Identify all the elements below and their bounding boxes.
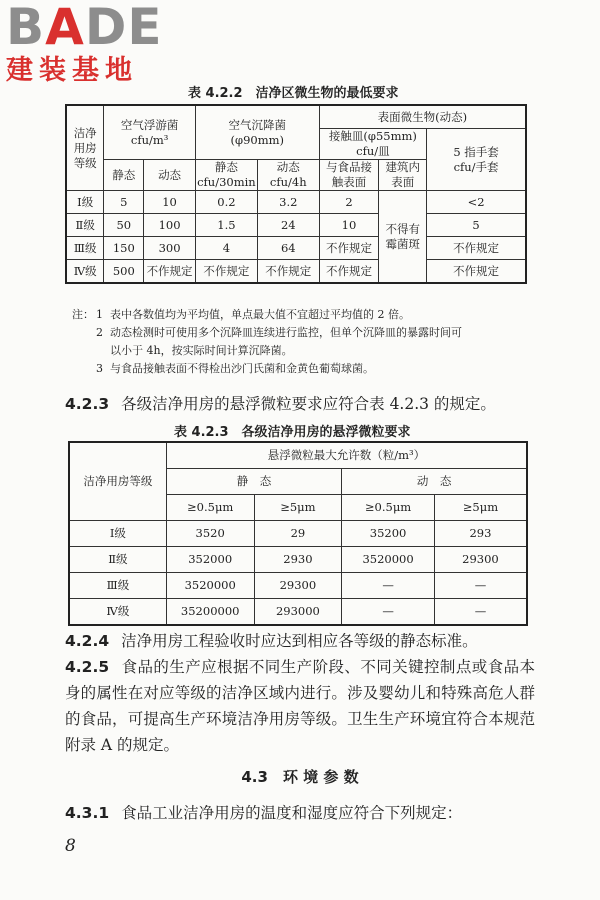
clause-number: 4.2.4: [65, 632, 110, 650]
cell-grade: Ⅰ级: [69, 521, 166, 547]
header-dynamic-0-5um: ≥0.5μm: [342, 495, 435, 521]
header-float-static: 静态: [104, 160, 144, 191]
cell-food-contact: 10: [319, 214, 379, 237]
note-text: 表中各数值均为平均值，单点最大值不宜超过平均值的 2 倍。: [110, 308, 410, 321]
clause-text: 食品的生产应根据不同生产阶段、不同关键控制点或食品本身的属性在对应等级的洁净区域内进行。涉及婴幼儿和特殊高危人群的食品，可提高生产环境洁净用房等级。卫生生产环境宜符合本规范附录 A 的规定。: [65, 658, 535, 754]
cell-grade: Ⅱ级: [66, 214, 104, 237]
clause-number: 4.2.3: [65, 395, 110, 413]
clause-number: 4.3.1: [65, 804, 110, 822]
header-static: 静 态: [166, 469, 341, 495]
cell-food-contact: 不作规定: [319, 237, 379, 260]
header-static-5um: ≥5μm: [254, 495, 342, 521]
cell-settle-dynamic: 64: [257, 237, 319, 260]
table-row: [69, 573, 527, 599]
cell-static-5um: 293000: [254, 599, 342, 626]
header-room-grade: 洁净用房等级: [69, 442, 166, 521]
cell-dynamic-0-5um: 3520000: [342, 547, 435, 573]
cell-grade: Ⅳ级: [69, 599, 166, 626]
note-item-continued: [72, 342, 542, 360]
note-text: 动态检测时可使用多个沉降皿连续进行监控，但单个沉降皿的暴露时间可: [110, 326, 462, 339]
cell-dynamic-5um: —: [434, 573, 527, 599]
cell-grade: Ⅲ级: [66, 237, 104, 260]
table-row: [69, 599, 527, 626]
header-static-0-5um: ≥0.5μm: [166, 495, 254, 521]
table-row: [66, 260, 526, 284]
header-room-grade: 洁净用房等级: [66, 105, 104, 191]
cell-grade: Ⅳ级: [66, 260, 104, 284]
logo-subtitle: 建装基地: [6, 55, 138, 86]
header-max-particles: 悬浮微粒最大允许数（粒/m³）: [166, 442, 527, 469]
cell-building-surface: 不得有霉菌斑: [379, 191, 427, 284]
header-settle-dynamic: 动态 cfu/4h: [257, 160, 319, 191]
clause-text: 各级洁净用房的悬浮微粒要求应符合表 4.2.3 的规定。: [121, 395, 496, 413]
logo-wordmark: BADE: [6, 0, 163, 56]
cell-float-dynamic: 100: [144, 214, 196, 237]
table-row: [66, 237, 526, 260]
header-contact-dish: 接触皿(φ55mm) cfu/皿: [319, 129, 426, 160]
header-building-surface: 建筑内表面: [379, 160, 427, 191]
cell-dynamic-0-5um: —: [342, 573, 435, 599]
clause-number: 4.2.5: [65, 658, 110, 676]
cell-settle-static: 1.5: [195, 214, 257, 237]
cell-food-contact: 2: [319, 191, 379, 214]
note-item: [72, 324, 542, 342]
cell-static-0-5um: 35200000: [166, 599, 254, 626]
logo: [6, 2, 163, 88]
cell-float-static: 150: [104, 237, 144, 260]
note-item: [72, 306, 542, 324]
note-text: 与食品接触表面不得检出沙门氏菌和金黄色葡萄球菌。: [110, 362, 374, 375]
cell-dynamic-5um: —: [434, 599, 527, 626]
particle-table: [68, 441, 528, 626]
cell-glove: 5: [427, 214, 526, 237]
cell-float-dynamic: 不作规定: [144, 260, 196, 284]
note-number: 3: [96, 362, 103, 375]
cell-static-0-5um: 3520: [166, 521, 254, 547]
header-settling-bacteria: 空气沉降菌 (φ90mm): [195, 105, 319, 160]
table-row: [69, 547, 527, 573]
cell-float-static: 500: [104, 260, 144, 284]
table1-notes: [72, 306, 542, 378]
header-floating-bacteria: 空气浮游菌 cfu/m³: [104, 105, 196, 160]
header-dynamic-5um: ≥5μm: [434, 495, 527, 521]
cell-glove: 不作规定: [427, 260, 526, 284]
cell-settle-dynamic: 不作规定: [257, 260, 319, 284]
cell-static-5um: 2930: [254, 547, 342, 573]
cell-settle-static: 4: [195, 237, 257, 260]
cell-static-5um: 29300: [254, 573, 342, 599]
clause-4-2-5: [65, 654, 535, 758]
cell-dynamic-5um: 293: [434, 521, 527, 547]
header-glove: 5 指手套 cfu/手套: [427, 129, 526, 191]
clause-4-3-1: [65, 800, 535, 826]
header-float-dynamic: 动态: [144, 160, 196, 191]
cell-static-5um: 29: [254, 521, 342, 547]
note-number: 2: [96, 326, 103, 339]
cell-dynamic-0-5um: 35200: [342, 521, 435, 547]
table1-caption: 表 4.2.2 洁净区微生物的最低要求: [188, 86, 399, 101]
cell-settle-static: 不作规定: [195, 260, 257, 284]
table2-caption: 表 4.2.3 各级洁净用房的悬浮微粒要求: [174, 425, 411, 440]
section-title: 4.3 环 境 参 数: [241, 768, 359, 786]
cell-grade: Ⅰ级: [66, 191, 104, 214]
table-row: [66, 214, 526, 237]
cell-static-0-5um: 352000: [166, 547, 254, 573]
page-number: 8: [65, 836, 76, 856]
cell-food-contact: 不作规定: [319, 260, 379, 284]
cell-static-0-5um: 3520000: [166, 573, 254, 599]
microbe-table: [65, 104, 527, 284]
cell-glove: 不作规定: [427, 237, 526, 260]
note-text: 以小于 4h，按实际时间计算沉降菌。: [110, 344, 293, 357]
header-settle-static: 静态 cfu/30min: [197, 160, 256, 189]
header-food-contact: 与食品接触表面: [319, 160, 379, 191]
cell-glove: <2: [427, 191, 526, 214]
cell-settle-dynamic: 3.2: [257, 191, 319, 214]
cell-float-static: 5: [104, 191, 144, 214]
cell-dynamic-0-5um: —: [342, 599, 435, 626]
cell-settle-dynamic: 24: [257, 214, 319, 237]
cell-grade: Ⅲ级: [69, 573, 166, 599]
clause-text: 洁净用房工程验收时应达到相应各等级的静态标准。: [121, 632, 478, 650]
cell-dynamic-5um: 29300: [434, 547, 527, 573]
note-number: 1: [96, 308, 103, 321]
cell-float-static: 50: [104, 214, 144, 237]
table-row: [69, 521, 527, 547]
cell-settle-static: 0.2: [195, 191, 257, 214]
cell-grade: Ⅱ级: [69, 547, 166, 573]
cell-float-dynamic: 300: [144, 237, 196, 260]
note-item: [72, 360, 542, 378]
clause-4-2-3: [65, 391, 535, 417]
clause-text: 食品工业洁净用房的温度和湿度应符合下列规定：: [121, 804, 463, 822]
header-dynamic: 动 态: [342, 469, 527, 495]
cell-float-dynamic: 10: [144, 191, 196, 214]
table-row: [66, 191, 526, 214]
header-surface-microbes: 表面微生物(动态): [319, 105, 526, 129]
notes-label: 注：: [72, 308, 94, 321]
clause-4-2-4: [65, 628, 535, 654]
